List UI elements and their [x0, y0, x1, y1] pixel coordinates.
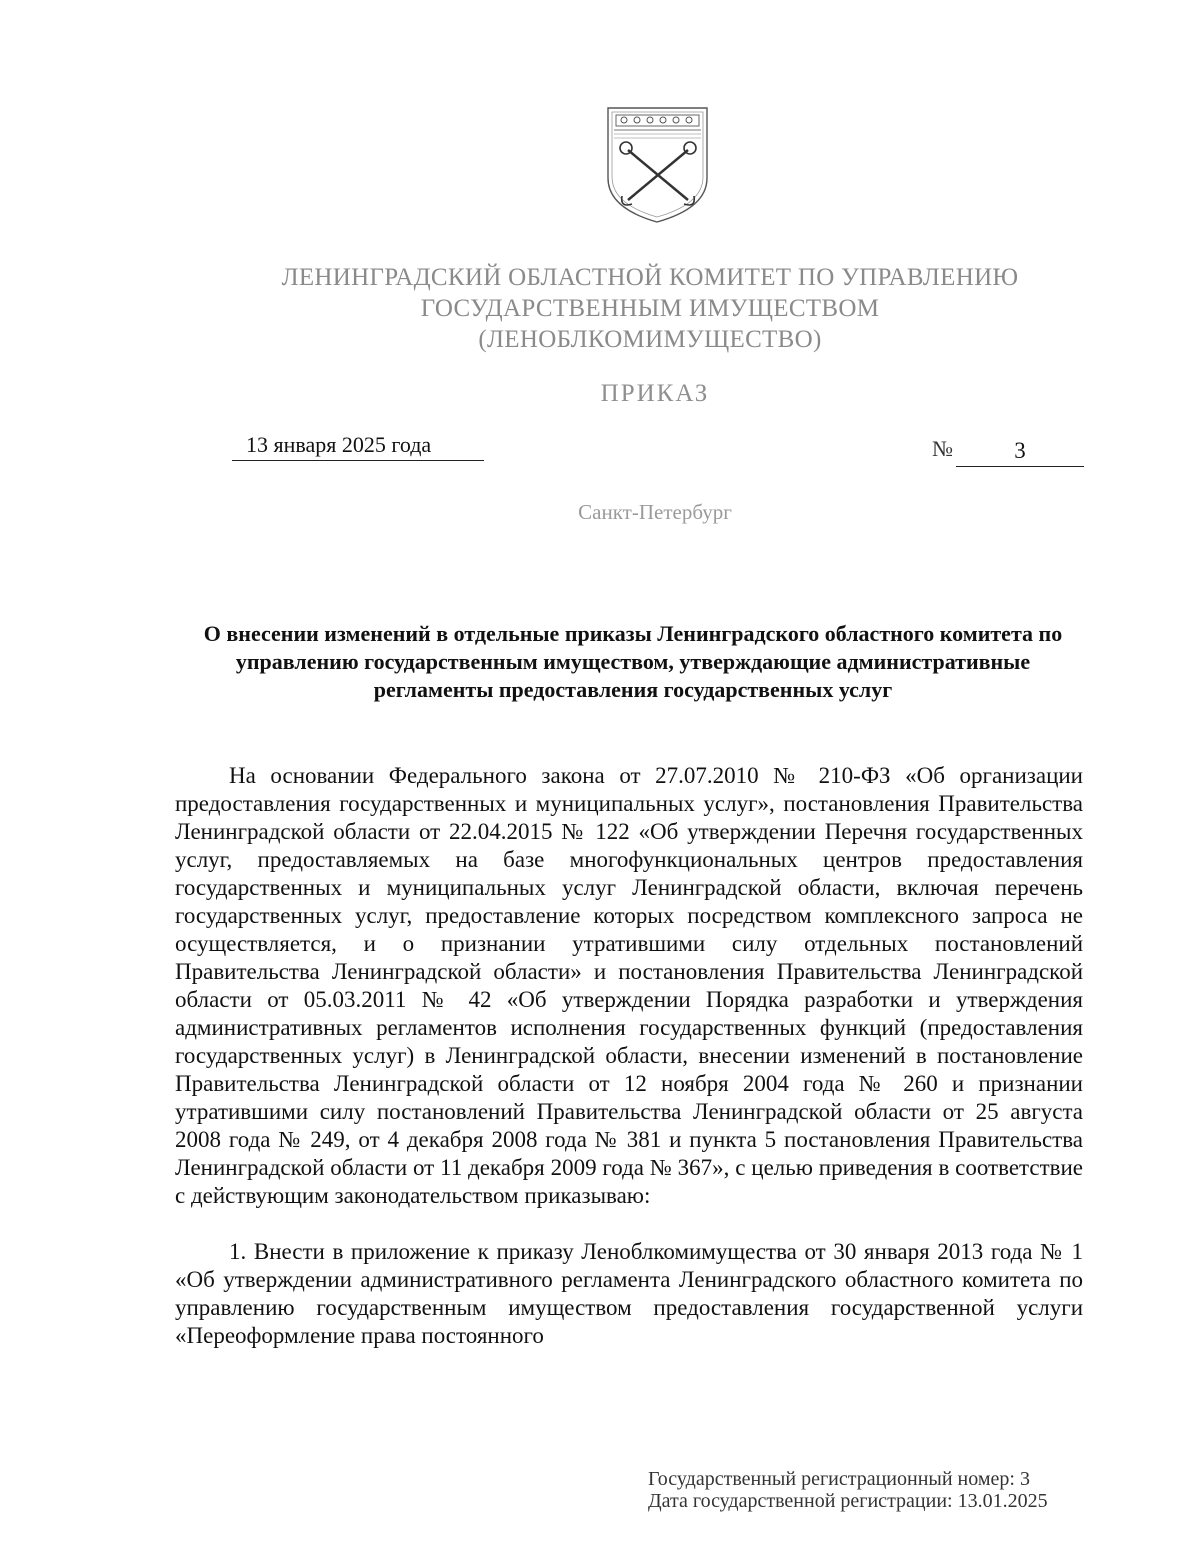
registration-number: Государственный регистрационный номер: 3	[648, 1468, 1030, 1490]
document-body	[175, 762, 1083, 1350]
org-line-1: ЛЕНИНГРАДСКИЙ ОБЛАСТНОЙ КОМИТЕТ ПО УПРАВЛЕНИЮ	[281, 264, 1019, 291]
preamble-paragraph: На основании Федерального закона от 27.07.2010 № 210-ФЗ «Об организации предоставления государственных и муниципальных услуг», постановления Правительства Ленинградской области от 22.04.2015 № 122 «Об утверждении Перечня государственных услуг, предоставляемых на базе многофункциональных центров предоставления государственных и муниципальных услуг Ленинградской области, включая перечень государственных услуг, предоставление которых посредством комплексного запроса не осуществляется, и о признании утратившими силу отдельных постановлений Правительства Ленинградской области» и постановления Правительства Ленинградской области от 05.03.2011 № 42 «Об утверждении Порядка разработки и утверждения административных регламентов исполнения государственных функций (предоставления государственных услуг) в Ленинградской области, внесении изменений в постановление Правительства Ленинградской области от 12 ноября 2004 года № 260 и признании утратившими силу постановлений Правительства Ленинградской области от 25 августа 2008 года № 249, от 4 декабря 2008 года № 381 и пункта 5 постановления Правительства Ленинградской области от 11 декабря 2009 года № 367», с целью приведения в соответствие с действующим законодательством приказываю:	[175, 763, 1083, 1208]
registration-footer	[648, 1468, 1048, 1512]
document-date: 13 января 2025 года	[232, 432, 484, 461]
item-1-paragraph: 1. Внести в приложение к приказу Леноблкомимущества от 30 января 2013 года № 1 «Об утверждении административного регламента Ленинградского областного комитета по управлению государственным имуществом предоставления государственной услуги «Переоформление права постоянного	[175, 1239, 1083, 1348]
registration-date: Дата государственной регистрации: 13.01.2025	[648, 1490, 1048, 1512]
org-line-3: (ЛЕНОБЛКОМИМУЩЕСТВО)	[478, 326, 822, 353]
document-title: О внесении изменений в отдельные приказы Ленинградского областного комитета по управлению государственным имуществом, утверждающие административные регламенты предоставления государственных услуг	[203, 621, 1063, 702]
document-type: ПРИКАЗ	[600, 380, 710, 407]
document-number: 3	[956, 438, 1084, 467]
number-label: №	[932, 436, 953, 461]
document-city: Санкт-Петербург	[578, 500, 732, 524]
org-line-2: ГОСУДАРСТВЕННЫМ ИМУЩЕСТВОМ	[420, 295, 880, 322]
leningrad-oblast-coat-of-arms-icon	[600, 100, 715, 225]
organization-name	[250, 262, 1050, 355]
